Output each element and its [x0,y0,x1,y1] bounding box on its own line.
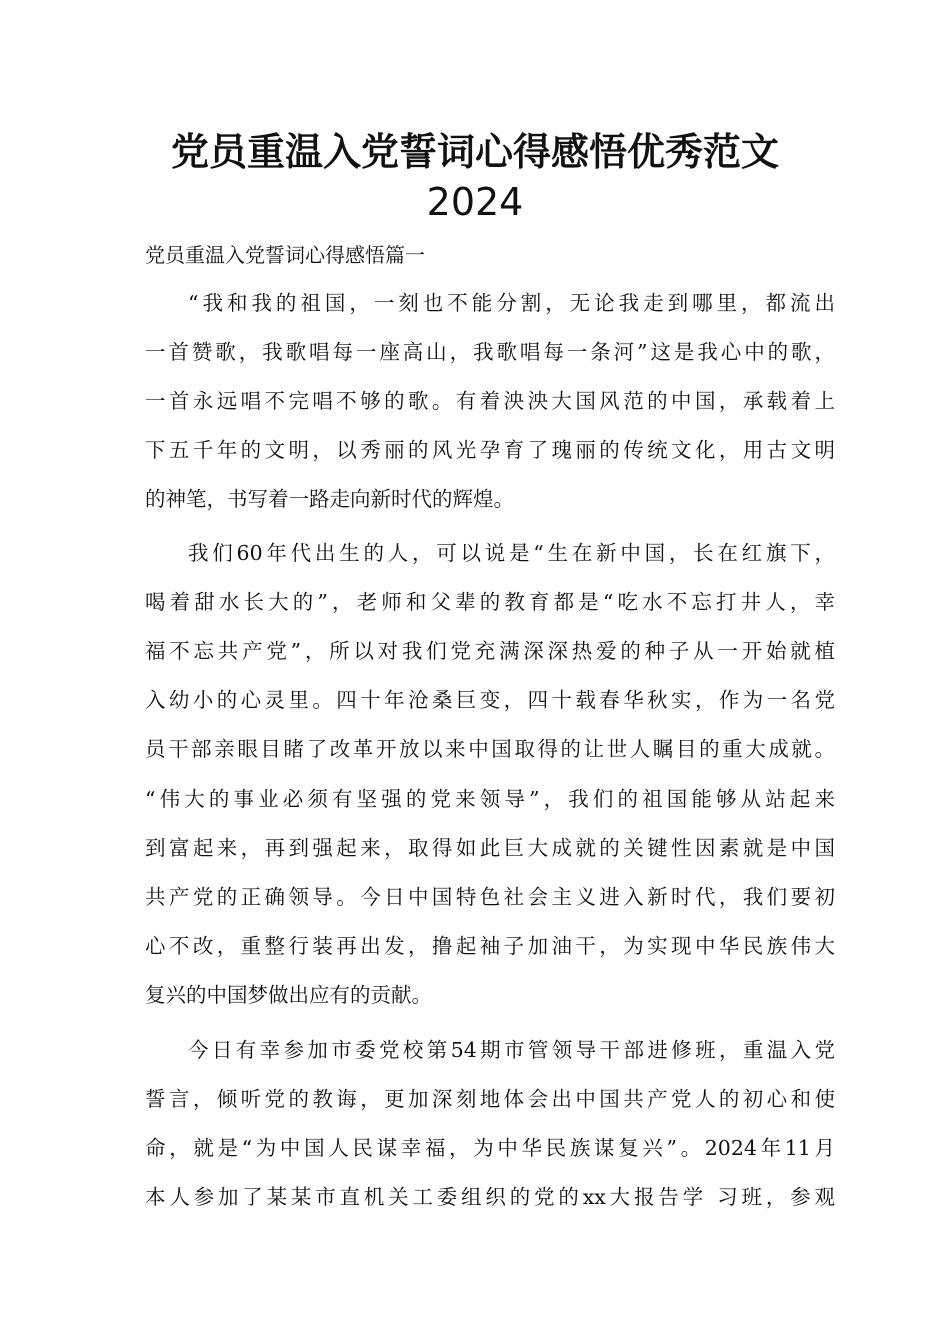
section-heading: 党员重温入党誓词心得感悟篇一 [145,243,425,267]
paragraph-line: 本人参加了某某市直机关工委组织的党的xx大报告学 习班，参观 [145,1185,835,1209]
paragraph-line: 一首赞歌，我歌唱每一座高山，我歌唱每一条河”这是我心中的歌， [145,340,835,364]
paragraph-line: 一首永远唱不完唱不够的歌。有着泱泱大国风范的中国，承载着上 [145,389,835,413]
paragraph-line: 我们60年代出生的人，可以说是“生在新中国，长在红旗下， [188,541,835,565]
paragraph-line: 喝着甜水长大的”，老师和父辈的教育都是“吃水不忘打井人，幸 [145,590,835,614]
paragraph-line: 共产党的正确领导。今日中国特色社会主义进入新时代，我们要初 [145,885,835,909]
paragraph-line: 入幼小的心灵里。四十年沧桑巨变，四十载春华秋实，作为一名党 [145,688,835,712]
document-title: 党员重温入党誓词心得感悟优秀范文 [170,130,779,174]
paragraph-line: 誓言，倾听党的教诲，更加深刻地体会出中国共产党人的初心和使 [145,1087,835,1111]
paragraph-line: 复兴的中国梦做出应有的贡献。 [145,983,432,1007]
paragraph-line: 命，就是“为中国人民谋幸福，为中华民族谋复兴”。2024年11月 [145,1136,835,1160]
paragraph-line: 心不改，重整行装再出发，撸起袖子加油干，为实现中华民族伟大 [145,934,835,958]
paragraph-line: 员干部亲眼目睹了改革开放以来中国取得的让世人瞩目的重大成就。 [145,737,835,761]
paragraph-line: 到富起来，再到强起来，取得如此巨大成就的关键性因素就是中国 [145,836,835,860]
document-title-year: 2024 [426,180,524,224]
paragraph-line: 福不忘共产党”，所以对我们党充满深深热爱的种子从一开始就植 [145,639,835,663]
paragraph-line: 下五千年的文明，以秀丽的风光孕育了瑰丽的传统文化，用古文明 [145,438,835,462]
paragraph-line: “伟大的事业必须有坚强的党来领导”，我们的祖国能够从站起来 [145,787,835,811]
paragraph-line: 的神笔，书写着一路走向新时代的辉煌。 [145,487,514,511]
paragraph-line: “我和我的祖国，一刻也不能分割，无论我走到哪里，都流出 [188,291,835,315]
paragraph-line: 今日有幸参加市委党校第54期市管领导干部进修班，重温入党 [188,1038,835,1062]
